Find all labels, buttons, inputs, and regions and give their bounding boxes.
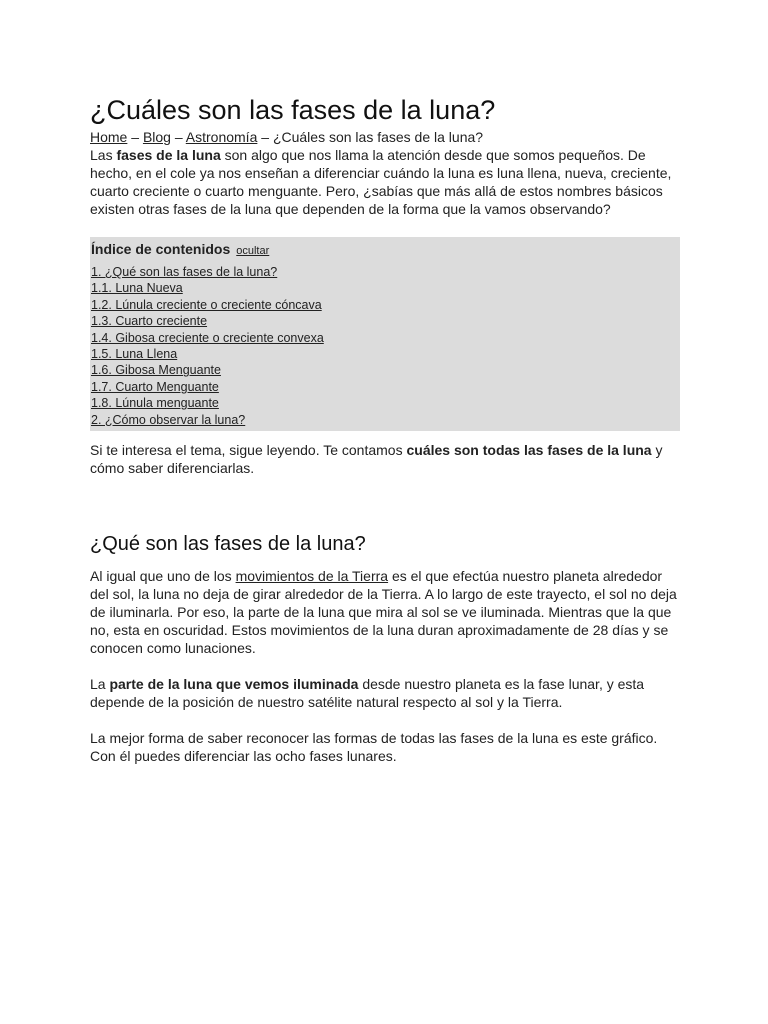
- toc-link[interactable]: 1.6. Gibosa Menguante: [91, 363, 221, 378]
- para1-text-rest: es el que efectúa nuestro planeta alrededor del sol, la luna no deja de girar alrededor de la Tierra. A lo largo de este trayecto, el sol no deja de iluminarla. Por eso, la parte de la luna que mira al sol se ve iluminada. Mientras que la que no, esta en oscuridad. Estos movimientos de la luna duran aproximadamente de 28 días y se conocen como lunaciones.: [90, 568, 677, 657]
- breadcrumb-separator: –: [127, 129, 143, 145]
- followup-text-rest: y cómo saber diferenciarlas.: [90, 442, 663, 477]
- toc-item: [91, 395, 678, 411]
- toc-hide-link[interactable]: ocultar: [236, 245, 270, 257]
- para2-bold-term: parte de la luna que vemos iluminada: [109, 676, 359, 693]
- toc-item: [91, 297, 678, 313]
- toc-item: [91, 412, 678, 428]
- section-paragraph-1: [90, 567, 680, 657]
- followup-bold-term: cuáles son todas las fases de la luna: [406, 442, 652, 459]
- breadcrumb-current: ¿Cuáles son las fases de la luna?: [272, 129, 484, 145]
- intro-text-start: Las: [90, 147, 117, 163]
- toc-link[interactable]: 1.2. Lúnula creciente o creciente cóncava: [91, 297, 322, 312]
- breadcrumb-separator: –: [257, 129, 273, 145]
- toc-header: [91, 240, 678, 260]
- toc-link[interactable]: 1.7. Cuarto Menguante: [91, 379, 219, 394]
- followup-text-start: Si te interesa el tema, sigue leyendo. Te contamos: [90, 442, 407, 459]
- toc-link[interactable]: 1.5. Luna Llena: [91, 347, 178, 362]
- toc-item: [91, 330, 678, 346]
- toc-item: [91, 264, 678, 280]
- page-title: ¿Cuáles son las fases de la luna?: [90, 95, 496, 125]
- toc-item: [91, 379, 678, 395]
- intro-text-rest: son algo que nos llama la atención desde que somos pequeños. De hecho, en el cole ya nos enseñan a diferenciar cuándo la luna es luna llena, nueva, creciente, cuarto creciente o cuarto menguante. Pero, ¿sabías que más allá de estos nombres básicos existen otras fases de la luna que dependen de la forma que la vamos observando?: [90, 147, 672, 217]
- table-of-contents: [90, 237, 680, 431]
- toc-link[interactable]: 1.3. Cuarto creciente: [91, 314, 208, 329]
- para2-text-rest: desde nuestro planeta es la fase lunar, y esta depende de la posición de nuestro satélite natural respecto al sol y la Tierra.: [90, 676, 645, 711]
- intro-bold-term: fases de la luna: [116, 147, 221, 163]
- toc-followup-paragraph: [90, 441, 680, 477]
- toc-item: [91, 313, 678, 329]
- earth-movements-link[interactable]: movimientos de la Tierra: [235, 568, 389, 585]
- article-content: [90, 92, 680, 765]
- para2-text-start: La: [90, 676, 110, 693]
- toc-list: [91, 264, 678, 428]
- section-paragraph-3: La mejor forma de saber reconocer las formas de todas las fases de la luna es este gráfico. Con él puedes diferenciar las ocho fases lunares.: [90, 730, 658, 765]
- toc-item: [91, 280, 678, 296]
- toc-link[interactable]: 2. ¿Cómo observar la luna?: [91, 412, 246, 427]
- toc-item: [91, 362, 678, 378]
- breadcrumb-home-link[interactable]: Home: [90, 129, 128, 145]
- toc-link[interactable]: 1.8. Lúnula menguante: [91, 396, 219, 411]
- toc-item: [91, 346, 678, 362]
- breadcrumb-blog-link[interactable]: Blog: [142, 129, 171, 145]
- breadcrumb: [90, 128, 680, 146]
- breadcrumb-separator: –: [170, 129, 186, 145]
- para1-text-start: Al igual que uno de los: [90, 568, 236, 585]
- toc-link[interactable]: 1. ¿Qué son las fases de la luna?: [91, 265, 278, 279]
- section-heading: ¿Qué son las fases de la luna?: [90, 533, 366, 556]
- toc-title: Índice de contenidos: [91, 241, 231, 257]
- toc-link[interactable]: 1.4. Gibosa creciente o creciente convexa: [91, 330, 324, 345]
- intro-paragraph: [90, 146, 680, 218]
- breadcrumb-astronomy-link[interactable]: Astronomía: [185, 129, 258, 145]
- section-paragraph-2: [90, 675, 680, 711]
- toc-link[interactable]: 1.1. Luna Nueva: [91, 281, 183, 296]
